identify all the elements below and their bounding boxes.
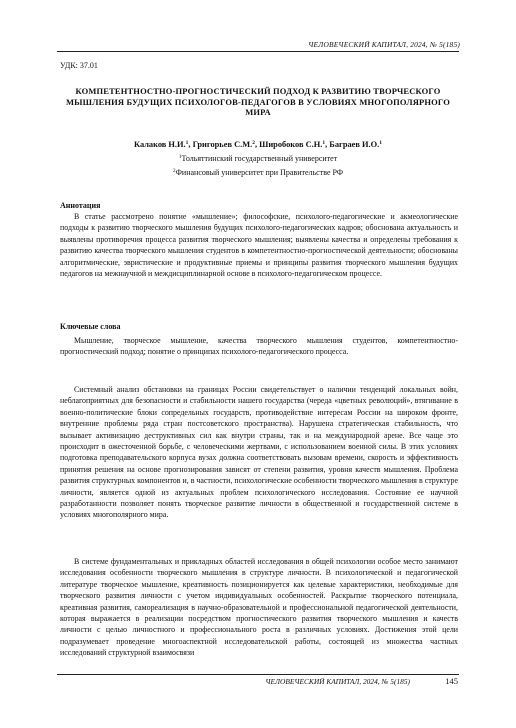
article-title: КОМПЕТЕНТНОСТНО-ПРОГНОСТИЧЕСКИЙ ПОДХОД К РАЗВИТИЮ ТВОРЧЕСКОГО МЫШЛЕНИЯ БУДУЩИХ ПСИХОЛОГОВ-ПЕДАГОГОВ В УСЛОВИЯХ МНОГОПОЛЯРНОГО МИРА — [65, 86, 451, 118]
footer-rule — [57, 674, 459, 675]
abstract-heading: Аннотация — [60, 201, 101, 210]
author-name: Баграев И.О. — [329, 140, 380, 149]
author-separator: , — [254, 140, 260, 149]
affiliation — [58, 168, 458, 177]
author-list — [58, 140, 458, 149]
running-footer: ЧЕЛОВЕЧЕСКИЙ КАПИТАЛ, 2024, № 5(185) — [265, 677, 410, 686]
author-name: Широбоков С.Н. — [259, 140, 323, 149]
body-paragraph: Системный анализ обстановки на границах России свидетельствует о наличии тенденций локальных войн, неблагоприятных для безопасности и стабильности нашего государства (череда «цветных революций», втягивание в военно-политические блоки сопредельных государств, противодействие интересам России на широком фронте, внутренние проблемы ряда стран постсоветского пространства). Нарушена стратегическая стабильность, что вызывает активизацию деструктивных сил как внутри страны, так и на международной арене. Все чаще это происходит в ожесточенной борьбе, с человеческими жертвами, с использованием военной силы. В этих условиях подготовка преподавательского корпуса вузах должна соответствовать вызовам времени, скорость и эффективность принятия решения на основе прогнозирования зависят от степени развития, уровня качеств мышления. Проблема развития структурных компонентов и, в частности, психологические особенности творческого мышления в структуре личности, является одной из актуальных проблем психологического исследования. Состояние ее научной разработанности позволяет понять творческое развитие личности в общественной и государственной системе в условиях многополярного мира. — [60, 385, 458, 520]
affiliation — [58, 154, 458, 163]
affiliation-mark: 2 — [172, 168, 176, 174]
author-affiliation-mark: 1 — [322, 140, 326, 146]
affiliation-mark: 1 — [178, 154, 182, 160]
keywords-heading: Ключевые слова — [60, 322, 121, 331]
author-affiliation-mark: 2 — [252, 140, 255, 146]
running-header: ЧЕЛОВЕЧЕСКИЙ КАПИТАЛ, 2024, № 5(185) — [308, 40, 460, 49]
page-number: 145 — [445, 676, 458, 686]
affiliation-name: Тольяттинский государственный университет — [181, 154, 338, 163]
header-rule — [57, 51, 459, 52]
body-paragraph: В системе фундаментальных и прикладных областей исследования в общей психологии особое место занимают исследования особенности творческого мышления в структуре личности. В психологической и педагогической литературе творческое мышление, креативность позиционируется как целевые характеристики, необходимые для творческого развития личности с учетом индивидуальных особенностей. Раскрытие творческого потенциала, креативная развития, самореализация в научно-образовательной и профессиональной педагогической деятельности, которая выражается в реализации посредством прогностического развития творческого мышления и качеств личности с целью личностного и профессионального роста в различных условиях. Достижения этой цели подразумевает проведение многоаспектной исследовательской работы, состоящей из множества частных исследований структурной взаимосвязи — [60, 557, 458, 658]
author-affiliation-mark: 1 — [379, 140, 382, 146]
abstract-text: В статье рассмотрено понятие «мышление»; философские, психолого-педагогические и акмеологические подходы к развитию творческого мышления будущих психолого-педагогических кадров; обоснована актуальность и выявлены противоречия процесса развития творческого мышления; выявлены качества и определены требования к развитию качества творческого мышления студентов в компетентностно-прогностической деятельности; обоснованы алгоритмические, эвристические и продуктивные приемы и принципы развития творческого мышления будущих педагогов на межнаучной и междисциплинарной основе в психолого-педагогическом процессе. — [60, 212, 458, 279]
author-name: Григорьев С.М. — [192, 140, 253, 149]
keywords-text: Мышление, творческое мышление, качества творческого мышления студентов, компетентностно-прогностический подход; понятие о принципах психолого-педагогического процесса. — [60, 336, 458, 357]
affiliation-name: Финансовый университет при Правительстве РФ — [175, 168, 344, 177]
author-separator: , — [325, 140, 330, 149]
author-separator: , — [188, 140, 193, 149]
author-affiliation-mark: 1 — [185, 140, 189, 146]
udk-code: УДК: 37.01 — [60, 61, 98, 70]
author-name: Калаков Н.И. — [134, 140, 186, 149]
